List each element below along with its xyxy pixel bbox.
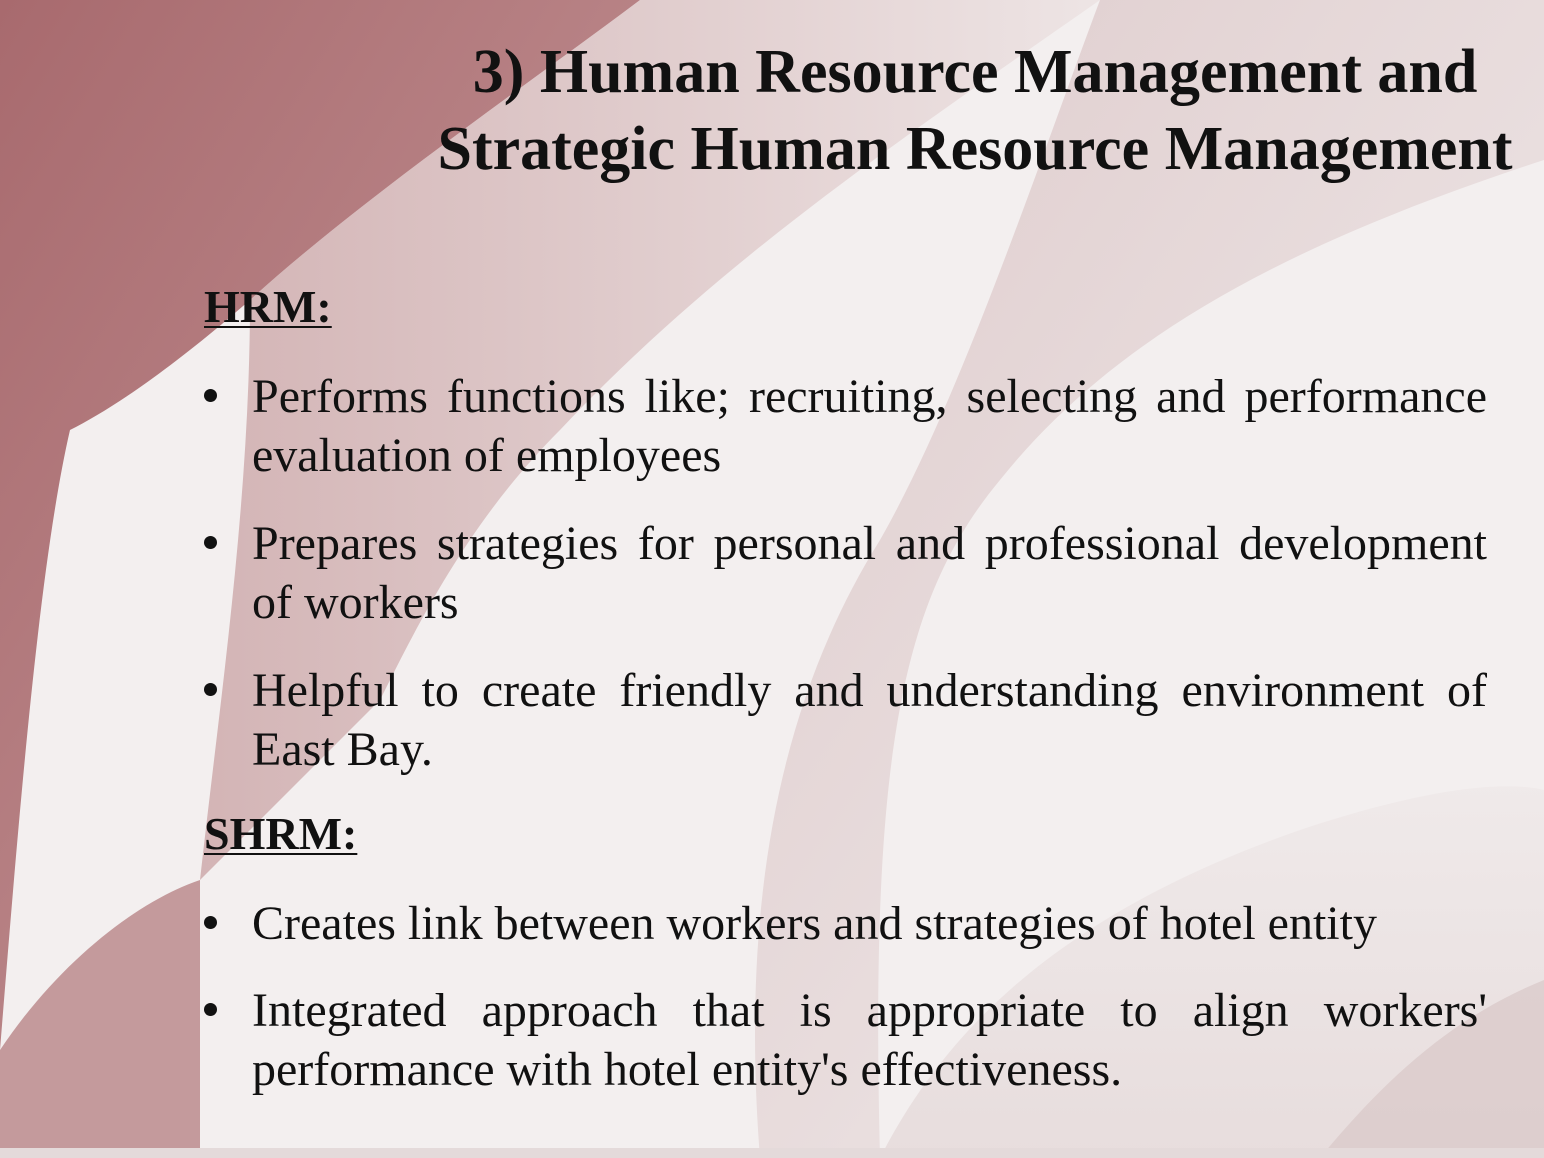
bullet-icon bbox=[204, 389, 217, 402]
bullet-icon bbox=[204, 1003, 217, 1016]
hrm-bullet-list bbox=[204, 367, 1487, 779]
slide-title: 3) Human Resource Management and Strategic Human Resource Management bbox=[437, 38, 1513, 183]
bullet-text: Performs functions like; recruiting, selecting and performance evaluation of employees bbox=[252, 370, 1487, 482]
list-item bbox=[204, 661, 1487, 779]
hrm-heading: HRM: bbox=[204, 281, 332, 332]
slide-content bbox=[204, 278, 1487, 1099]
list-item bbox=[204, 514, 1487, 632]
bullet-text: Creates link between workers and strategies of hotel entity bbox=[252, 897, 1377, 950]
bullet-text: Integrated approach that is appropriate to align workers' performance with hotel entity's effectiveness. bbox=[252, 984, 1487, 1096]
bullet-icon bbox=[204, 536, 217, 549]
list-item bbox=[204, 894, 1487, 953]
bullet-icon bbox=[204, 916, 217, 929]
shrm-heading: SHRM: bbox=[204, 808, 358, 859]
shrm-bullet-list bbox=[204, 894, 1487, 1099]
list-item bbox=[204, 367, 1487, 485]
list-item bbox=[204, 981, 1487, 1099]
bullet-text: Prepares strategies for personal and professional development of workers bbox=[252, 517, 1487, 629]
bullet-icon bbox=[204, 683, 217, 696]
bullet-text: Helpful to create friendly and understanding environment of East Bay. bbox=[252, 664, 1487, 776]
